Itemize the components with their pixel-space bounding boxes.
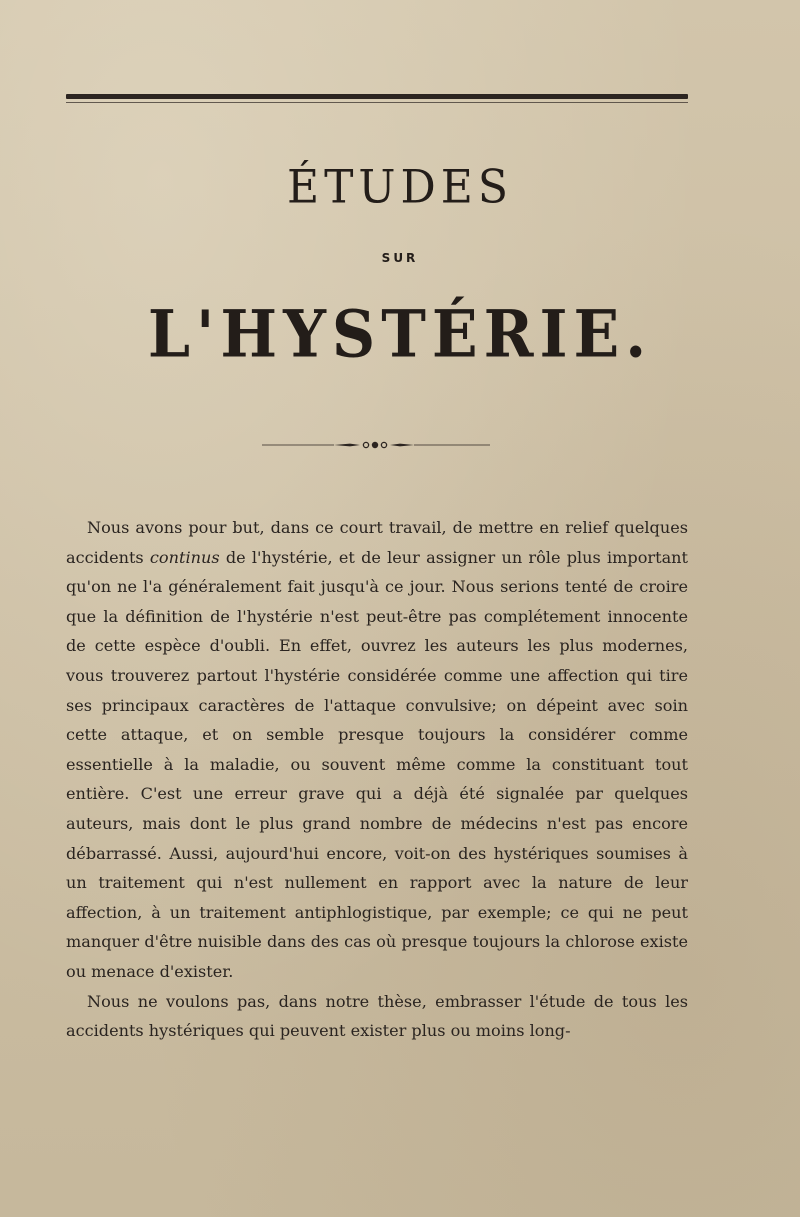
paragraph-1-emphasis: continus	[149, 547, 220, 567]
paragraph-2: Nous ne voulons pas, dans notre thèse, embrasser l'étude de tous les accidents hystériques qui peuvent exister plus ou moins long-	[66, 991, 688, 1041]
top-rule-thin	[66, 102, 688, 103]
top-rule-thick	[66, 94, 688, 99]
paragraph-1-start: Nous avons pour but, dans ce court travail, de mettre en relief quelques accidents	[66, 518, 688, 567]
title-line-etudes: ÉTUDES	[286, 160, 514, 215]
body-text	[66, 513, 688, 1046]
title-line-sur: SUR	[381, 251, 419, 265]
paragraph-1	[66, 513, 688, 987]
paragraph-1-rest: de l'hystérie, et de leur assigner un rôle plus important qu'on ne l'a généralement fait jusqu'à ce jour. Nous serions tenté de croire que la définition de l'hystérie n'est peut-être pas complétement innocente de cette espèce d'oubli. En effet, ouvrez les auteurs les plus modernes, vous trouverez partout l'hystérie considérée comme une affection qui tire ses principaux caractères de l'attaque convulsive; on dépeint avec soin cette attaque, et on semble presque toujours la considérer comme essentielle à la maladie, ou souvent même comme la constituant tout entière. C'est une erreur grave qui a déjà été signalée par quelques auteurs, mais dont le plus grand nombre de médecins n'est pas encore débarrassé. Aussi, aujourd'hui encore, voit-on des hystériques soumises à un traitement qui n'est nullement en rapport avec la nature de leur affection, à un traitement antiphlogistique, par exemple; ce qui ne peut manquer d'être nuisible dans des cas où presque toujours la chlorose existe ou menace d'exister.	[66, 547, 688, 981]
title-line-hysterie: L'HYSTÉRIE.	[147, 297, 653, 373]
ornamental-divider	[262, 439, 490, 451]
